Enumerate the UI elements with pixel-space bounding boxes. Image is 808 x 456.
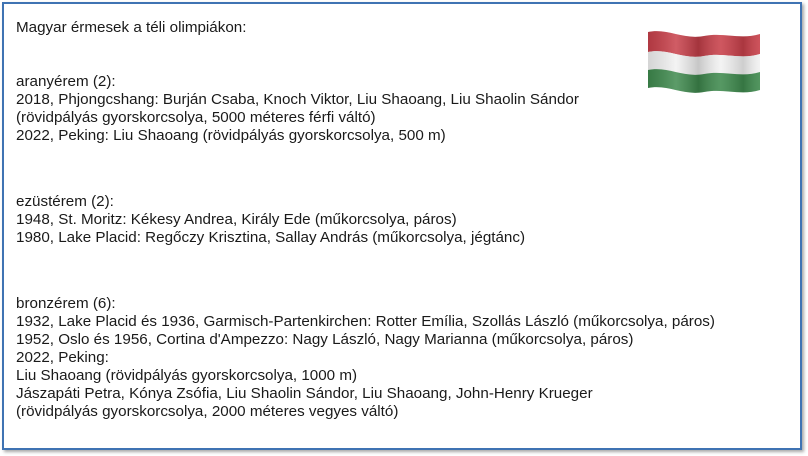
- bronze-heading: bronzérem (6):: [16, 295, 116, 312]
- medal-list: [16, 19, 715, 421]
- spacer: [16, 37, 715, 73]
- bronze-line-3: 2022, Peking:: [16, 349, 109, 366]
- hungarian-flag-icon: [648, 30, 760, 94]
- spacer: [16, 145, 715, 181]
- bronze-line-6: (rövidpályás gyorskorcsolya, 2000 méteres vegyes váltó): [16, 403, 399, 420]
- bronze-line-5: Jászapáti Petra, Kónya Zsófia, Liu Shaolin Sándor, Liu Shaoang, John-Henry Krueger: [16, 385, 593, 402]
- silver-line-1: 1948, St. Moritz: Kékesy Andrea, Király Ede (műkorcsolya, páros): [16, 211, 457, 228]
- silver-heading: ezüstérem (2):: [16, 193, 114, 210]
- gold-line-2: (rövidpályás gyorskorcsolya, 5000 méteres férfi váltó): [16, 109, 376, 126]
- bronze-line-2: 1952, Oslo és 1956, Cortina d'Ampezzo: Nagy László, Nagy Marianna (műkorcsolya, páros): [16, 331, 634, 348]
- spacer: [16, 181, 715, 193]
- page-title: Magyar érmesek a téli olimpiákon:: [16, 19, 247, 36]
- bronze-line-4: Liu Shaoang (rövidpályás gyorskorcsolya, 1000 m): [16, 367, 358, 384]
- gold-line-3: 2022, Peking: Liu Shaoang (rövidpályás gyorskorcsolya, 500 m): [16, 127, 446, 144]
- spacer: [16, 283, 715, 295]
- gold-line-1: 2018, Phjongcshang: Burján Csaba, Knoch Viktor, Liu Shaoang, Liu Shaolin Sándor: [16, 91, 579, 108]
- bronze-line-1: 1932, Lake Placid és 1936, Garmisch-Partenkirchen: Rotter Emília, Szollás László (műkorcsolya, páros): [16, 313, 715, 330]
- silver-line-2: 1980, Lake Placid: Regőczy Krisztina, Sallay András (műkorcsolya, jégtánc): [16, 229, 526, 246]
- slide-frame: [2, 2, 802, 450]
- spacer: [16, 247, 715, 283]
- gold-heading: aranyérem (2):: [16, 73, 116, 90]
